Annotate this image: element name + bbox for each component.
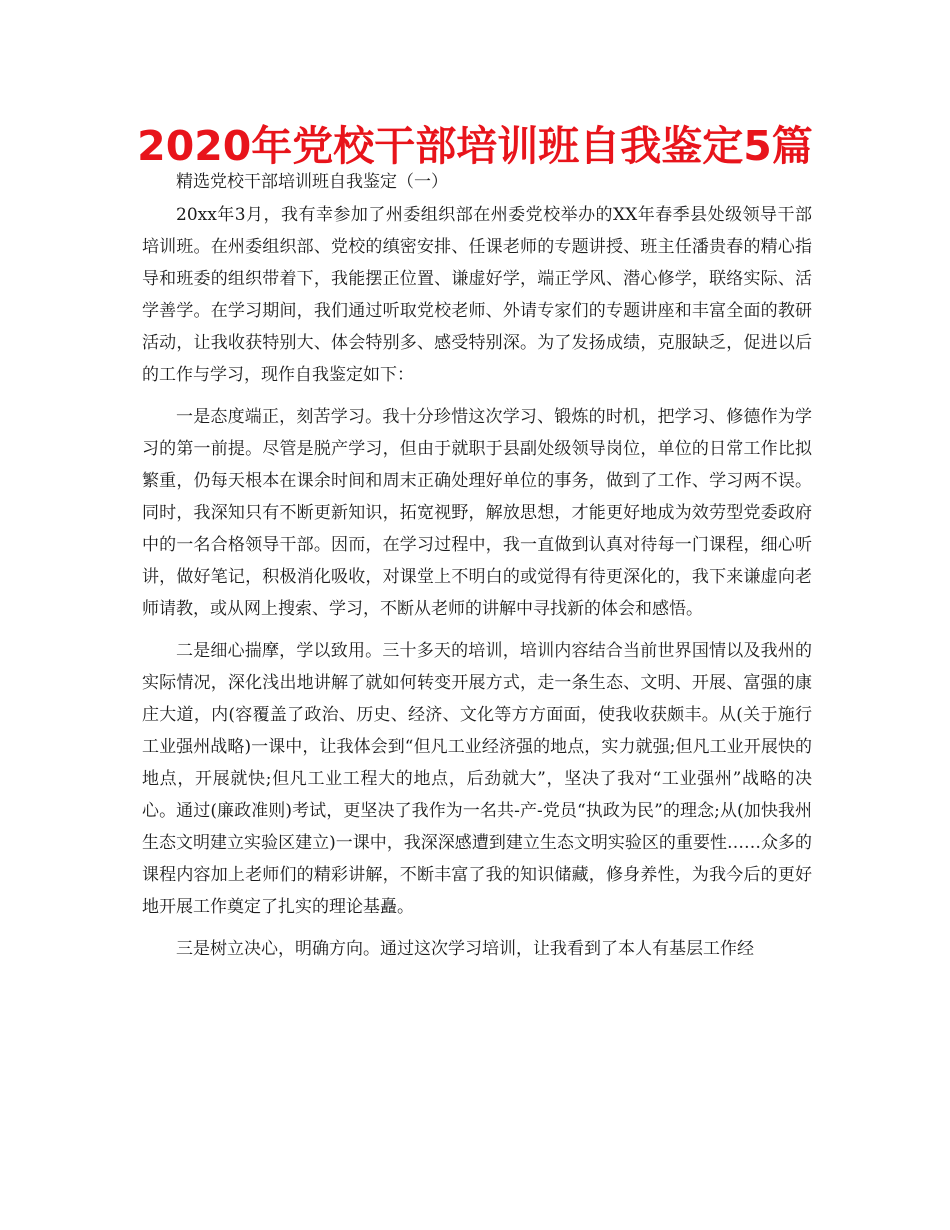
paragraph-intro: 20xx年3月，我有幸参加了州委组织部在州委党校举办的XX年春季县处级领导干部培训班。在州委组织部、党校的缜密安排、任课老师的专题讲授、班主任潘贵春的精心指导和班委的组织带着下，我能摆正位置、谦虚好学，端正学风、潜心修学，联络实际、活学善学。在学习期间，我们通过听取党校老师、外请专家们的专题讲座和丰富全面的教研活动，让我收获特别大、体会特别多、感受特别深。为了发扬成绩，克服缺乏，促进以后的工作与学习，现作自我鉴定如下：	[142, 205, 812, 385]
section-subtitle: 精选党校干部培训班自我鉴定（一）	[176, 172, 448, 192]
paragraph-point-two: 二是细心揣摩，学以致用。三十多天的培训，培训内容结合当前世界国情以及我州的实际情况，深化浅出地讲解了就如何转变开展方式，走一条生态、文明、开展、富强的康庄大道，内(容覆盖了政治、历史、经济、文化等方方面面，使我收获颇丰。从(关于施行工业强州战略)一课中，让我体会到“但凡工业经济强的地点，实力就强;但凡工业开展快的地点，开展就快;但凡工业工程大的地点，后劲就大”，坚决了我对“工业强州”战略的决心。通过(廉政准则)考试，更坚决了我作为一名共-产-党员“执政为民”的理念;从(加快我州生态文明建立实验区建立)一课中，我深深感遭到建立生态文明实验区的重要性……众多的课程内容加上老师们的精彩讲解，不断丰富了我的知识储藏，修身养性，为我今后的更好地开展工作奠定了扎实的理论基矗。	[142, 641, 812, 917]
document-body	[142, 168, 812, 965]
paragraph-point-three: 三是树立决心，明确方向。通过这次学习培训，让我看到了本人有基层工作经	[176, 939, 754, 959]
document-title: 2020年党校干部培训班自我鉴定5篇	[137, 122, 813, 170]
paragraph-point-one: 一是态度端正，刻苦学习。我十分珍惜这次学习、锻炼的时机，把学习、修德作为学习的第一前提。尽管是脱产学习，但由于就职于县副处级领导岗位，单位的日常工作比拟繁重，仍每天根本在课余时间和周末正确处理好单位的事务，做到了工作、学习两不误。同时，我深知只有不断更新知识，拓宽视野，解放思想，才能更好地成为效劳型党委政府中的一名合格领导干部。因而，在学习过程中，我一直做到认真对待每一门课程，细心听讲，做好笔记，积极消化吸收，对课堂上不明白的或觉得有待更深化的，我下来谦虚向老师请教，或从网上搜索、学习，不断从老师的讲解中寻找新的体会和感悟。	[142, 407, 812, 619]
